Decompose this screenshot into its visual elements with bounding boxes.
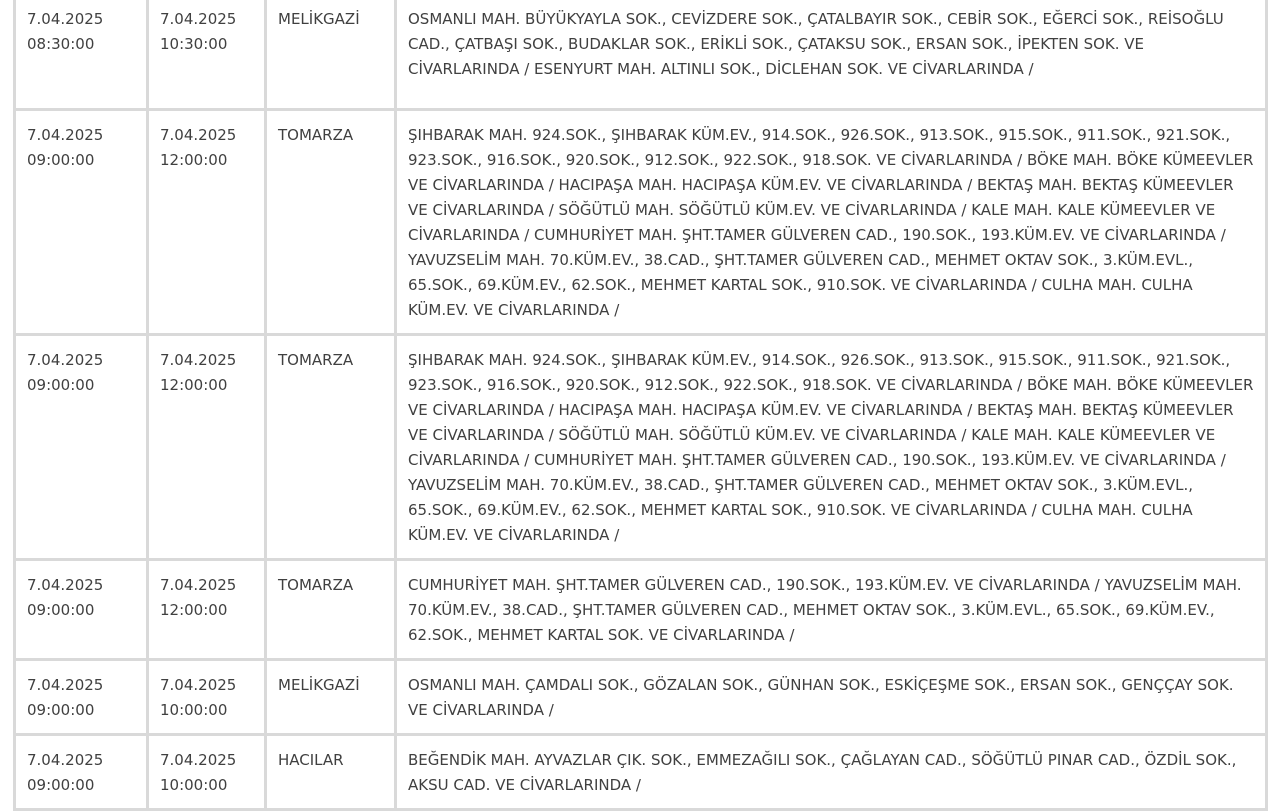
district-cell: TOMARZA	[267, 561, 397, 661]
start-time: 09:00:00	[27, 776, 95, 794]
table-row	[16, 0, 1268, 111]
end-time: 12:00:00	[160, 151, 228, 169]
start-datetime-cell	[16, 111, 149, 336]
start-time: 09:00:00	[27, 376, 95, 394]
end-date: 7.04.2025	[160, 126, 237, 144]
affected-areas-cell: BEĞENDİK MAH. AYVAZLAR ÇIK. SOK., EMMEZAĞILI SOK., ÇAĞLAYAN CAD., SÖĞÜTLÜ PINAR CAD., ÖZDİL SOK., AKSU CAD. VE CİVARLARINDA /	[397, 736, 1268, 811]
affected-areas-cell: CUMHURİYET MAH. ŞHT.TAMER GÜLVEREN CAD., 190.SOK., 193.KÜM.EV. VE CİVARLARINDA / YAVUZSELİM MAH. 70.KÜM.EV., 38.CAD., ŞHT.TAMER GÜLVEREN CAD., MEHMET OKTAV SOK., 3.KÜM.EVL., 65.SOK., 69.KÜM.EV., 62.SOK., MEHMET KARTAL SOK. VE CİVARLARINDA /	[397, 561, 1268, 661]
start-time: 09:00:00	[27, 151, 95, 169]
end-date: 7.04.2025	[160, 576, 237, 594]
end-date: 7.04.2025	[160, 676, 237, 694]
district-cell: HACILAR	[267, 736, 397, 811]
district-cell: MELİKGAZİ	[267, 0, 397, 111]
table-row	[16, 736, 1268, 811]
start-date: 7.04.2025	[27, 576, 104, 594]
start-time: 09:00:00	[27, 601, 95, 619]
affected-areas-cell: OSMANLI MAH. BÜYÜKYAYLA SOK., CEVİZDERE SOK., ÇATALBAYIR SOK., CEBİR SOK., EĞERCİ SOK., REİSOĞLU CAD., ÇATBAŞI SOK., BUDAKLAR SOK., ERİKLİ SOK., ÇATAKSU SOK., ERSAN SOK., İPEKTEN SOK. VE CİVARLARINDA / ESENYURT MAH. ALTINLI SOK., DİCLEHAN SOK. VE CİVARLARINDA /	[397, 0, 1268, 111]
end-time: 12:00:00	[160, 376, 228, 394]
end-datetime-cell	[149, 661, 267, 736]
start-time: 08:30:00	[27, 35, 95, 53]
end-datetime-cell	[149, 0, 267, 111]
end-date: 7.04.2025	[160, 10, 237, 28]
end-time: 10:00:00	[160, 701, 228, 719]
affected-areas-cell: ŞIHBARAK MAH. 924.SOK., ŞIHBARAK KÜM.EV., 914.SOK., 926.SOK., 913.SOK., 915.SOK., 911.SOK., 921.SOK., 923.SOK., 916.SOK., 920.SOK., 912.SOK., 922.SOK., 918.SOK. VE CİVARLARINDA / BÖKE MAH. BÖKE KÜMEEVLER VE CİVARLARINDA / HACIPAŞA MAH. HACIPAŞA KÜM.EV. VE CİVARLARINDA / BEKTAŞ MAH. BEKTAŞ KÜMEEVLER VE CİVARLARINDA / SÖĞÜTLÜ MAH. SÖĞÜTLÜ KÜM.EV. VE CİVARLARINDA / KALE MAH. KALE KÜMEEVLER VE CİVARLARINDA / CUMHURİYET MAH. ŞHT.TAMER GÜLVEREN CAD., 190.SOK., 193.KÜM.EV. VE CİVARLARINDA / YAVUZSELİM MAH. 70.KÜM.EV., 38.CAD., ŞHT.TAMER GÜLVEREN CAD., MEHMET OKTAV SOK., 3.KÜM.EVL., 65.SOK., 69.KÜM.EV., 62.SOK., MEHMET KARTAL SOK., 910.SOK. VE CİVARLARINDA / CULHA MAH. CULHA KÜM.EV. VE CİVARLARINDA /	[397, 111, 1268, 336]
district-cell: MELİKGAZİ	[267, 661, 397, 736]
start-date: 7.04.2025	[27, 751, 104, 769]
end-date: 7.04.2025	[160, 751, 237, 769]
start-datetime-cell	[16, 0, 149, 111]
start-date: 7.04.2025	[27, 351, 104, 369]
affected-areas-cell: OSMANLI MAH. ÇAMDALI SOK., GÖZALAN SOK., GÜNHAN SOK., ESKİÇEŞME SOK., ERSAN SOK., GENÇÇAY SOK. VE CİVARLARINDA /	[397, 661, 1268, 736]
power-outage-table	[13, 0, 1268, 811]
start-datetime-cell	[16, 561, 149, 661]
table-row	[16, 661, 1268, 736]
affected-areas-cell: ŞIHBARAK MAH. 924.SOK., ŞIHBARAK KÜM.EV., 914.SOK., 926.SOK., 913.SOK., 915.SOK., 911.SOK., 921.SOK., 923.SOK., 916.SOK., 920.SOK., 912.SOK., 922.SOK., 918.SOK. VE CİVARLARINDA / BÖKE MAH. BÖKE KÜMEEVLER VE CİVARLARINDA / HACIPAŞA MAH. HACIPAŞA KÜM.EV. VE CİVARLARINDA / BEKTAŞ MAH. BEKTAŞ KÜMEEVLER VE CİVARLARINDA / SÖĞÜTLÜ MAH. SÖĞÜTLÜ KÜM.EV. VE CİVARLARINDA / KALE MAH. KALE KÜMEEVLER VE CİVARLARINDA / CUMHURİYET MAH. ŞHT.TAMER GÜLVEREN CAD., 190.SOK., 193.KÜM.EV. VE CİVARLARINDA / YAVUZSELİM MAH. 70.KÜM.EV., 38.CAD., ŞHT.TAMER GÜLVEREN CAD., MEHMET OKTAV SOK., 3.KÜM.EVL., 65.SOK., 69.KÜM.EV., 62.SOK., MEHMET KARTAL SOK., 910.SOK. VE CİVARLARINDA / CULHA MAH. CULHA KÜM.EV. VE CİVARLARINDA /	[397, 336, 1268, 561]
start-datetime-cell	[16, 661, 149, 736]
table-row	[16, 336, 1268, 561]
end-datetime-cell	[149, 736, 267, 811]
start-date: 7.04.2025	[27, 126, 104, 144]
start-datetime-cell	[16, 736, 149, 811]
start-date: 7.04.2025	[27, 10, 104, 28]
end-time: 10:30:00	[160, 35, 228, 53]
start-date: 7.04.2025	[27, 676, 104, 694]
end-time: 12:00:00	[160, 601, 228, 619]
end-datetime-cell	[149, 336, 267, 561]
end-datetime-cell	[149, 561, 267, 661]
end-time: 10:00:00	[160, 776, 228, 794]
end-date: 7.04.2025	[160, 351, 237, 369]
table-row	[16, 561, 1268, 661]
start-datetime-cell	[16, 336, 149, 561]
district-cell: TOMARZA	[267, 111, 397, 336]
table-row	[16, 111, 1268, 336]
end-datetime-cell	[149, 111, 267, 336]
district-cell: TOMARZA	[267, 336, 397, 561]
start-time: 09:00:00	[27, 701, 95, 719]
